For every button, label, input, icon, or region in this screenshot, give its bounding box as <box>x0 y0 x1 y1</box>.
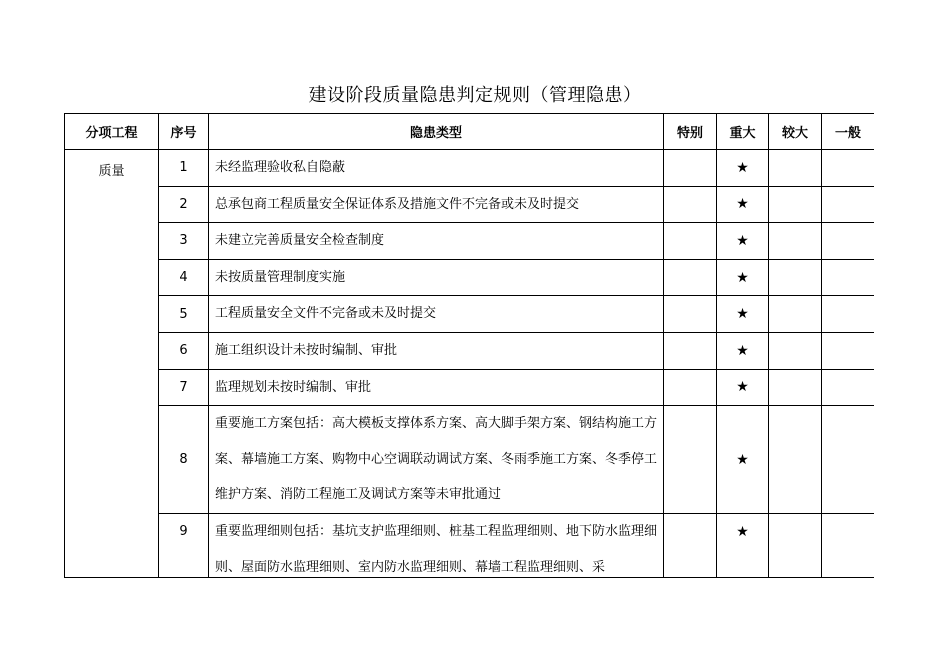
general-cell <box>822 332 875 369</box>
header-seq: 序号 <box>159 114 209 150</box>
hazard-type-cell: 重要监理细则包括：基坑支护监理细则、桩基工程监理细则、地下防水监理细则、屋面防水监理细则、室内防水监理细则、幕墙工程监理细则、采 <box>209 513 664 578</box>
special-cell <box>664 223 717 260</box>
header-larger: 较大 <box>769 114 822 150</box>
seq-cell: 2 <box>159 186 209 223</box>
special-cell <box>664 513 717 578</box>
table-row <box>65 296 875 333</box>
header-type: 隐患类型 <box>209 114 664 150</box>
major-star: ★ <box>717 150 769 187</box>
major-star: ★ <box>717 406 769 514</box>
special-cell <box>664 369 717 406</box>
larger-cell <box>769 150 822 187</box>
major-star: ★ <box>717 186 769 223</box>
hazard-type-cell: 总承包商工程质量安全保证体系及措施文件不完备或未及时提交 <box>209 186 664 223</box>
general-cell <box>822 223 875 260</box>
major-star: ★ <box>717 369 769 406</box>
general-cell <box>822 150 875 187</box>
table-row <box>65 259 875 296</box>
larger-cell <box>769 186 822 223</box>
general-cell <box>822 406 875 514</box>
larger-cell <box>769 223 822 260</box>
major-star: ★ <box>717 223 769 260</box>
header-category: 分项工程 <box>65 114 159 150</box>
hazard-type-cell: 未建立完善质量安全检查制度 <box>209 223 664 260</box>
table-header-row <box>65 114 875 150</box>
table-row <box>65 369 875 406</box>
larger-cell <box>769 513 822 578</box>
rules-table <box>64 113 874 578</box>
header-major: 重大 <box>717 114 769 150</box>
major-star: ★ <box>717 513 769 578</box>
table-row <box>65 406 875 514</box>
larger-cell <box>769 259 822 296</box>
category-cell: 质量 <box>65 150 159 579</box>
seq-cell: 7 <box>159 369 209 406</box>
major-star: ★ <box>717 259 769 296</box>
hazard-type-cell: 工程质量安全文件不完备或未及时提交 <box>209 296 664 333</box>
special-cell <box>664 332 717 369</box>
major-star: ★ <box>717 332 769 369</box>
general-cell <box>822 259 875 296</box>
hazard-type-cell: 施工组织设计未按时编制、审批 <box>209 332 664 369</box>
hazard-type-cell: 未按质量管理制度实施 <box>209 259 664 296</box>
special-cell <box>664 259 717 296</box>
seq-cell: 5 <box>159 296 209 333</box>
larger-cell <box>769 296 822 333</box>
table-row <box>65 332 875 369</box>
special-cell <box>664 150 717 187</box>
document-title: 建设阶段质量隐患判定规则（管理隐患） <box>308 85 642 106</box>
special-cell <box>664 186 717 223</box>
table-row <box>65 223 875 260</box>
special-cell <box>664 296 717 333</box>
rules-table-container <box>64 113 874 578</box>
table-row <box>65 513 875 578</box>
major-star: ★ <box>717 296 769 333</box>
general-cell <box>822 296 875 333</box>
seq-cell: 4 <box>159 259 209 296</box>
seq-cell: 3 <box>159 223 209 260</box>
seq-cell: 6 <box>159 332 209 369</box>
larger-cell <box>769 332 822 369</box>
header-general: 一般 <box>822 114 875 150</box>
seq-cell: 1 <box>159 150 209 187</box>
general-cell <box>822 186 875 223</box>
general-cell <box>822 369 875 406</box>
seq-cell: 9 <box>159 513 209 578</box>
seq-cell: 8 <box>159 406 209 514</box>
special-cell <box>664 406 717 514</box>
table-row <box>65 186 875 223</box>
table-row <box>65 150 875 187</box>
larger-cell <box>769 369 822 406</box>
hazard-type-cell: 监理规划未按时编制、审批 <box>209 369 664 406</box>
general-cell <box>822 513 875 578</box>
larger-cell <box>769 406 822 514</box>
hazard-type-cell: 未经监理验收私自隐蔽 <box>209 150 664 187</box>
hazard-type-cell: 重要施工方案包括：高大模板支撑体系方案、高大脚手架方案、钢结构施工方案、幕墙施工方案、购物中心空调联动调试方案、冬雨季施工方案、冬季停工维护方案、消防工程施工及调试方案等未审批通过 <box>209 406 664 514</box>
header-special: 特别 <box>664 114 717 150</box>
